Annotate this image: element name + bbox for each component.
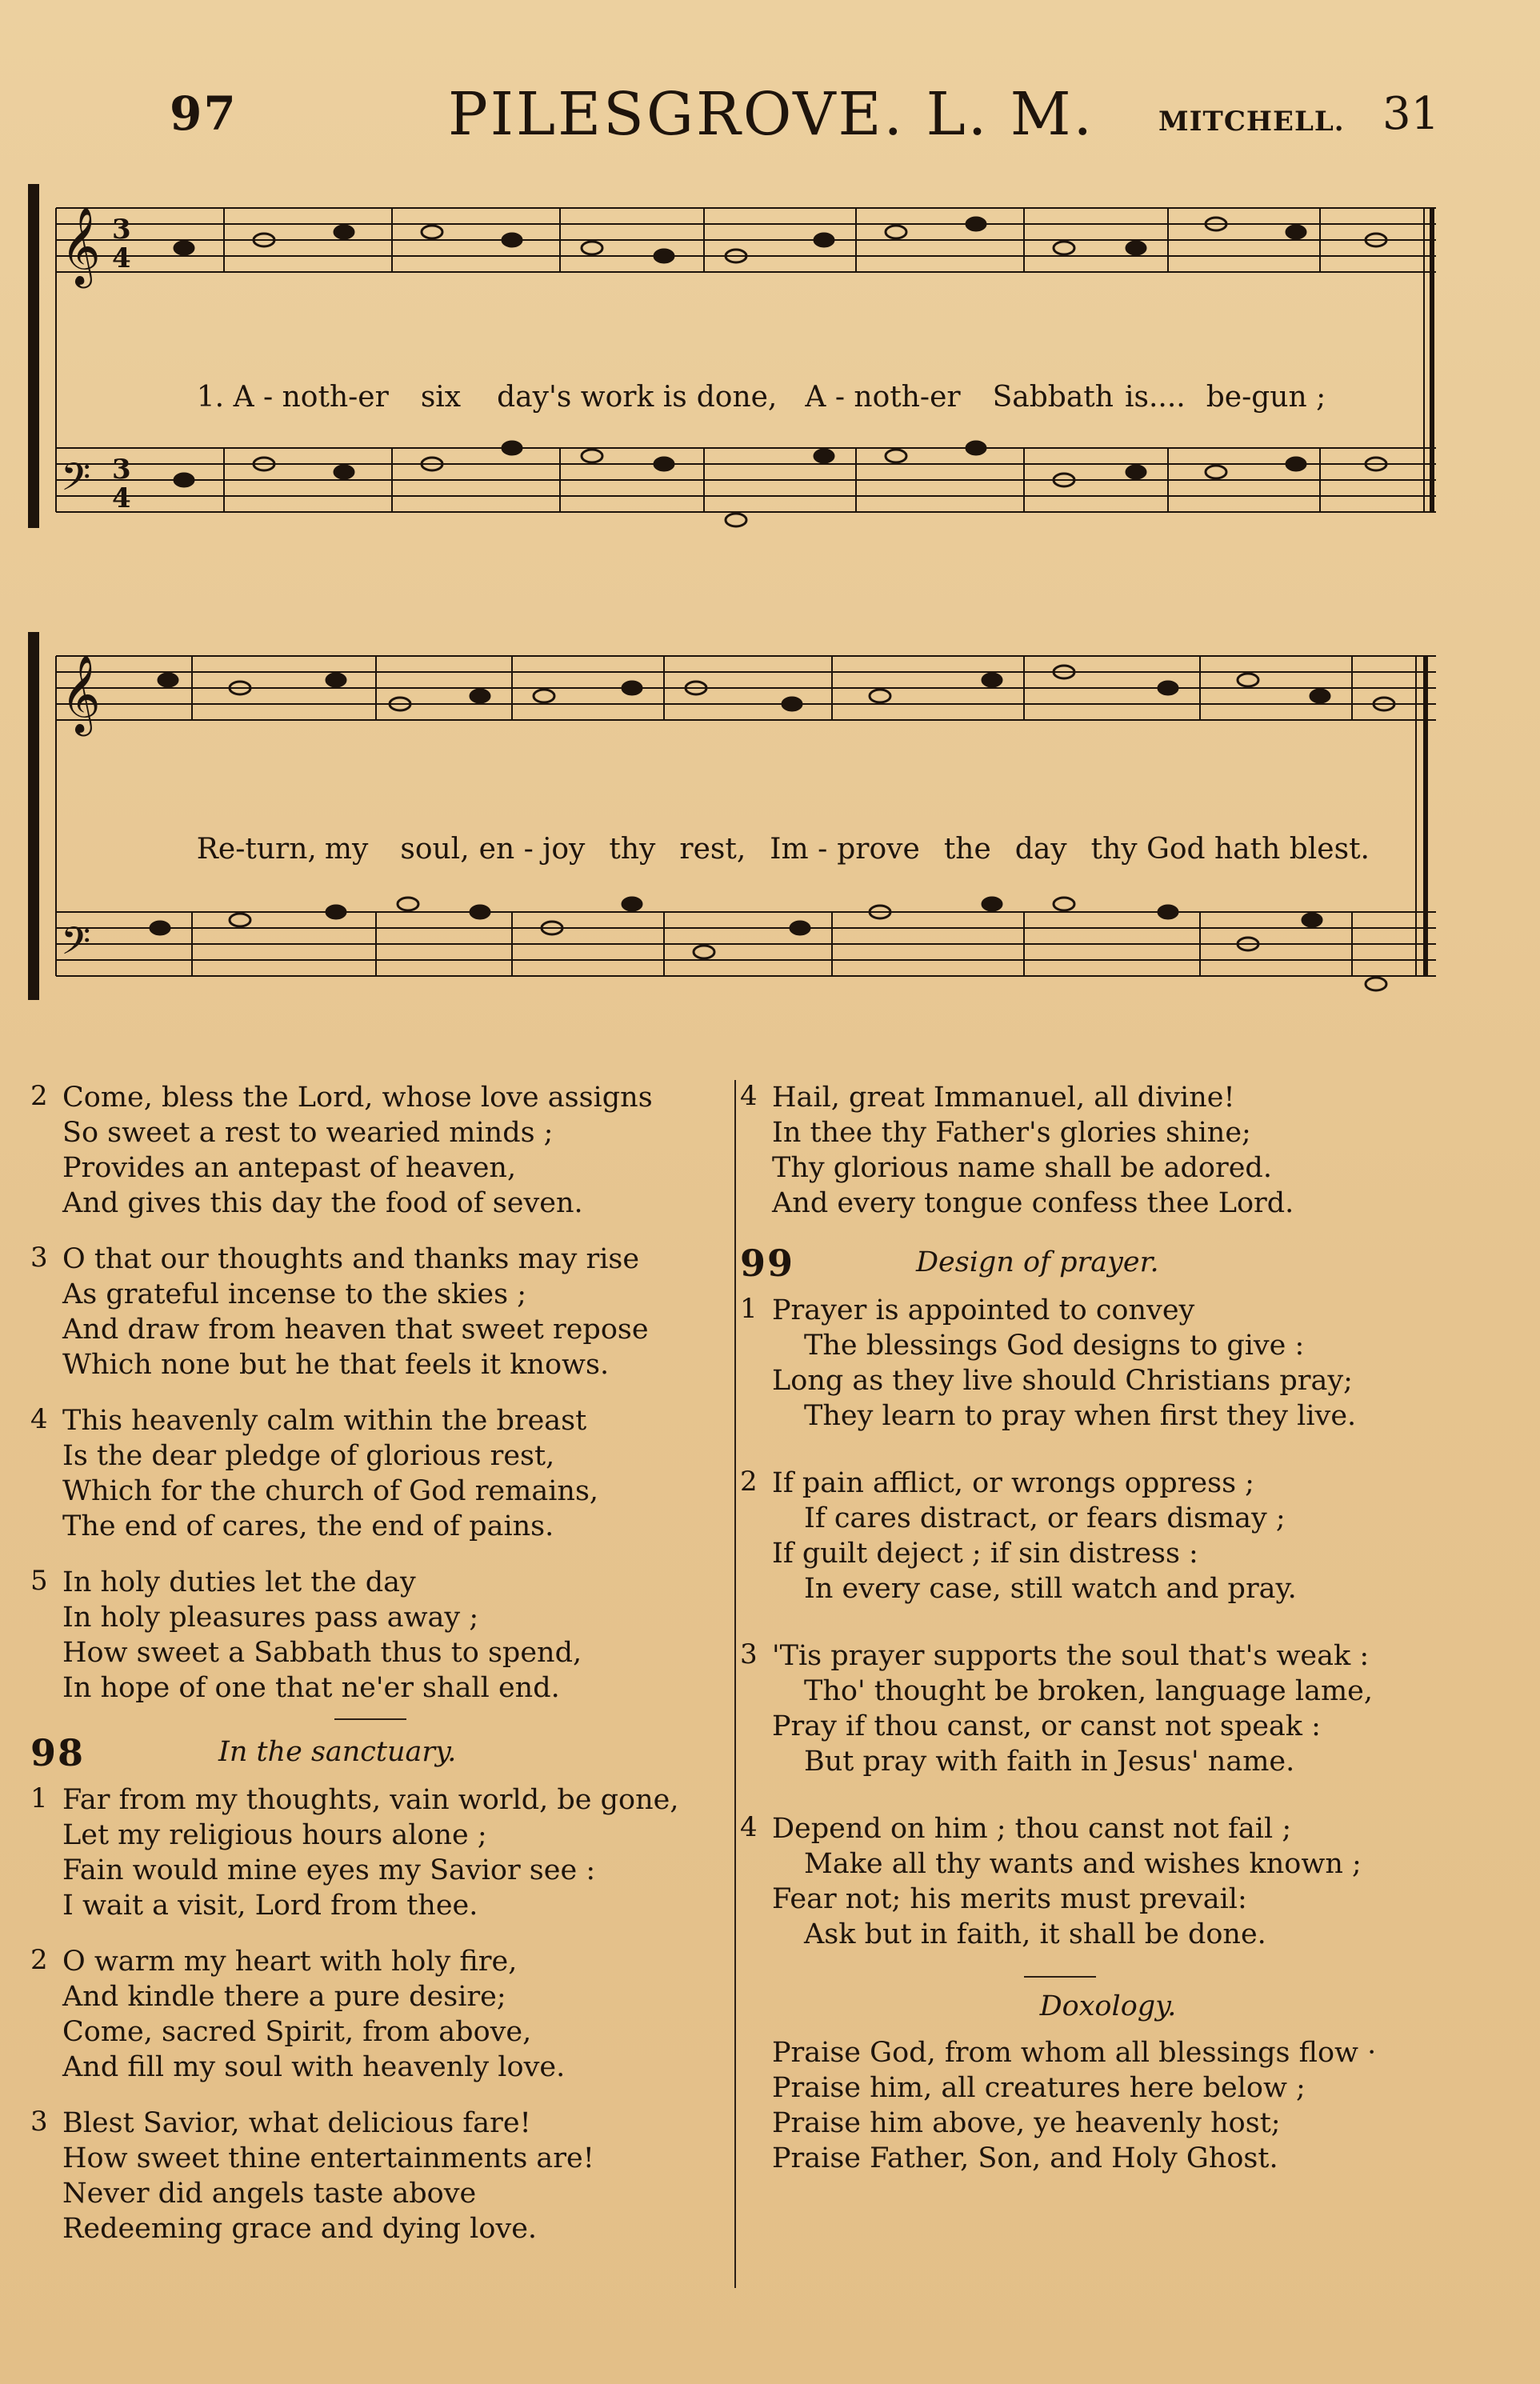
svg-text:4: 4 [112,482,131,514]
lyric-syllable: thy God hath blest. [1090,833,1370,866]
verse-line: I wait a visit, Lord from thee. [62,1890,478,1922]
section-rule [1024,1976,1096,1978]
verse-line: Far from my thoughts, vain world, be gone, [62,1784,679,1816]
verse-line: Depend on him ; thou canst not fail ; [772,1813,1292,1845]
lyric-syllable: en - joy [478,833,586,866]
verse-line: Pray if thou canst, or canst not speak : [772,1710,1321,1742]
svg-text:𝄞: 𝄞 [61,654,101,733]
section-rule [334,1718,406,1720]
verse-line: Fain would mine eyes my Savior see : [62,1854,596,1886]
lyrics-line-1 [160,348,1326,446]
verse-line: Make all thy wants and wishes known ; [804,1848,1362,1880]
verse-line: Blest Savior, what delicious fare! [62,2107,531,2139]
svg-text:𝄢: 𝄢 [61,918,91,973]
verse-line: O that our thoughts and thanks may rise [62,1243,640,1275]
svg-text:𝄞: 𝄞 [61,206,101,285]
verse-line: O warm my heart with holy fire, [62,1946,518,1978]
lyric-syllable: 1. A - noth-er [196,381,389,414]
verse-line: Let my religious hours alone ; [62,1819,487,1851]
stanza-number: 3 [30,1242,48,1274]
verse-line: This heavenly calm within the breast [62,1405,587,1437]
lyric-syllable: Re-turn, [196,833,317,866]
verse-line: In thee thy Father's glories shine; [772,1117,1251,1149]
stanza-number: 4 [740,1080,758,1112]
lyric-syllable: be-gun ; [1206,381,1326,414]
verse-line: In holy pleasures pass away ; [62,1602,479,1634]
lyric-syllable: prove [837,833,920,866]
hymn-heading [30,1731,718,1776]
svg-text:3: 3 [112,454,131,486]
verse-line: So sweet a rest to wearied minds ; [62,1117,554,1149]
stanza [30,1403,718,1544]
verse-line: Praise him, all creatures here below ; [772,2072,1306,2104]
stanza-number: 2 [740,1466,758,1498]
lyric-syllable: Im - [770,833,828,866]
lyric-syllable: is.... [1124,381,1186,414]
verse-line: Come, sacred Spirit, from above, [62,2016,532,2048]
verse-line: In every case, still watch and pray. [804,1573,1297,1605]
verse-line: Hail, great Immanuel, all divine! [772,1082,1235,1114]
lyrics-line-2 [160,800,1370,898]
verse-line: They learn to pray when first they live. [804,1400,1357,1432]
right-column [740,1080,1444,2197]
hymn-number: 99 [740,1242,795,1285]
verse-line: If guilt deject ; if sin distress : [772,1538,1198,1570]
verse-line: Which for the church of God remains, [62,1475,599,1507]
verse-line: Praise him above, ye heavenly host; [772,2107,1281,2139]
verse-line: How sweet thine entertainments are! [62,2142,594,2174]
tune-title: PILESGROVE. L. M. [448,80,1095,149]
left-column [30,1080,718,2267]
stanza [740,1466,1444,1606]
stanza-number: 1 [30,1782,48,1814]
verse-line: As grateful incense to the skies ; [62,1278,527,1310]
stanza-number: 2 [30,1944,48,1976]
verse-line: In holy duties let the day [62,1566,416,1598]
svg-text:𝄢: 𝄢 [61,454,91,509]
stanza-number: 5 [30,1565,48,1597]
verse-line: Praise God, from whom all blessings flow · [772,2037,1377,2069]
verse-line: How sweet a Sabbath thus to spend, [62,1637,582,1669]
lyric-syllable: thy [609,833,656,866]
stanza [30,1080,718,1221]
verse-line: Redeeming grace and dying love. [62,2213,538,2245]
verse-line: In hope of one that ne'er shall end. [62,1672,560,1704]
lyric-syllable: day's work is [497,381,687,414]
verse-line: Thy glorious name shall be adored. [772,1152,1272,1184]
stanza [740,1638,1444,1779]
lyric-syllable: done, [696,381,778,414]
hymn-text-columns [0,1080,1540,2328]
verse-line: Never did angels taste above [62,2178,477,2210]
stanza [30,1944,718,2085]
verse-line: If pain afflict, or wrongs oppress ; [772,1467,1254,1499]
verse-line: If cares distract, or fears dismay ; [804,1502,1286,1534]
verse-line: 'Tis prayer supports the soul that's weak : [772,1640,1370,1672]
verse-line: Tho' thought be broken, language lame, [804,1675,1373,1707]
verse-line: But pray with faith in Jesus' name. [804,1746,1295,1778]
lyric-syllable: Sabbath [992,381,1114,414]
lyric-syllable: the [943,833,991,866]
verse-line: Fear not; his merits must prevail: [772,1883,1247,1915]
music-system-2 [0,632,1540,1008]
lyric-syllable: six [420,381,462,414]
lyric-syllable: rest, [679,833,746,866]
stanza-number: 1 [740,1293,758,1325]
stanza [740,1811,1444,1952]
verse-line: Prayer is appointed to convey [772,1294,1195,1326]
stanza-number: 3 [30,2106,48,2138]
stanza [30,1565,718,1706]
stanza [30,1782,718,1923]
page-number: 31 [1382,88,1440,140]
verse-line: Provides an antepast of heaven, [62,1152,517,1184]
verse-line: Long as they live should Christians pray; [772,1365,1353,1397]
hymn-number: 98 [30,1731,86,1774]
verse-line: Which none but he that feels it knows. [62,1349,610,1381]
verse-line: And fill my soul with heavenly love. [62,2051,566,2083]
verse-line: The blessings God designs to give : [804,1330,1305,1362]
music-system-1 [0,184,1540,552]
verse-line: Come, bless the Lord, whose love assigns [62,1082,653,1114]
svg-text:4: 4 [112,242,131,274]
lyric-syllable: my [324,833,369,866]
verse-line: Is the dear pledge of glorious rest, [62,1440,555,1472]
stanza [30,1242,718,1382]
stanza-number: 2 [30,1080,48,1112]
verse-line: And gives this day the food of seven. [62,1187,583,1219]
stanza-number: 4 [740,1811,758,1843]
composer-name: MITCHELL. [1158,106,1345,138]
stanza [740,1293,1444,1434]
lyric-syllable: day [1014,833,1067,866]
verse-line: The end of cares, the end of pains. [62,1510,554,1542]
stanza-number: 3 [740,1638,758,1670]
hymn-title: In the sanctuary. [218,1736,457,1768]
stanza [740,1080,1444,1221]
verse-line: And every tongue confess thee Lord. [772,1187,1294,1219]
doxology-stanza [740,2035,1444,2176]
stanza [30,2106,718,2246]
lyric-syllable: A - noth-er [805,381,961,414]
verse-line: And kindle there a pure desire; [62,1981,506,2013]
page-header [0,80,1540,158]
hymn-title: Design of prayer. [916,1246,1159,1278]
stanza-number: 4 [30,1403,48,1435]
hymn-heading [740,1242,1444,1286]
svg-text:3: 3 [112,214,131,246]
verse-line: Praise Father, Son, and Holy Ghost. [772,2142,1278,2174]
doxology-title: Doxology. [1039,1990,1177,2022]
lyric-syllable: soul, [400,833,470,866]
verse-line: And draw from heaven that sweet repose [62,1314,649,1346]
hymn-number: 97 [170,86,238,141]
verse-line: Ask but in faith, it shall be done. [804,1918,1266,1950]
column-divider [734,1080,736,2288]
